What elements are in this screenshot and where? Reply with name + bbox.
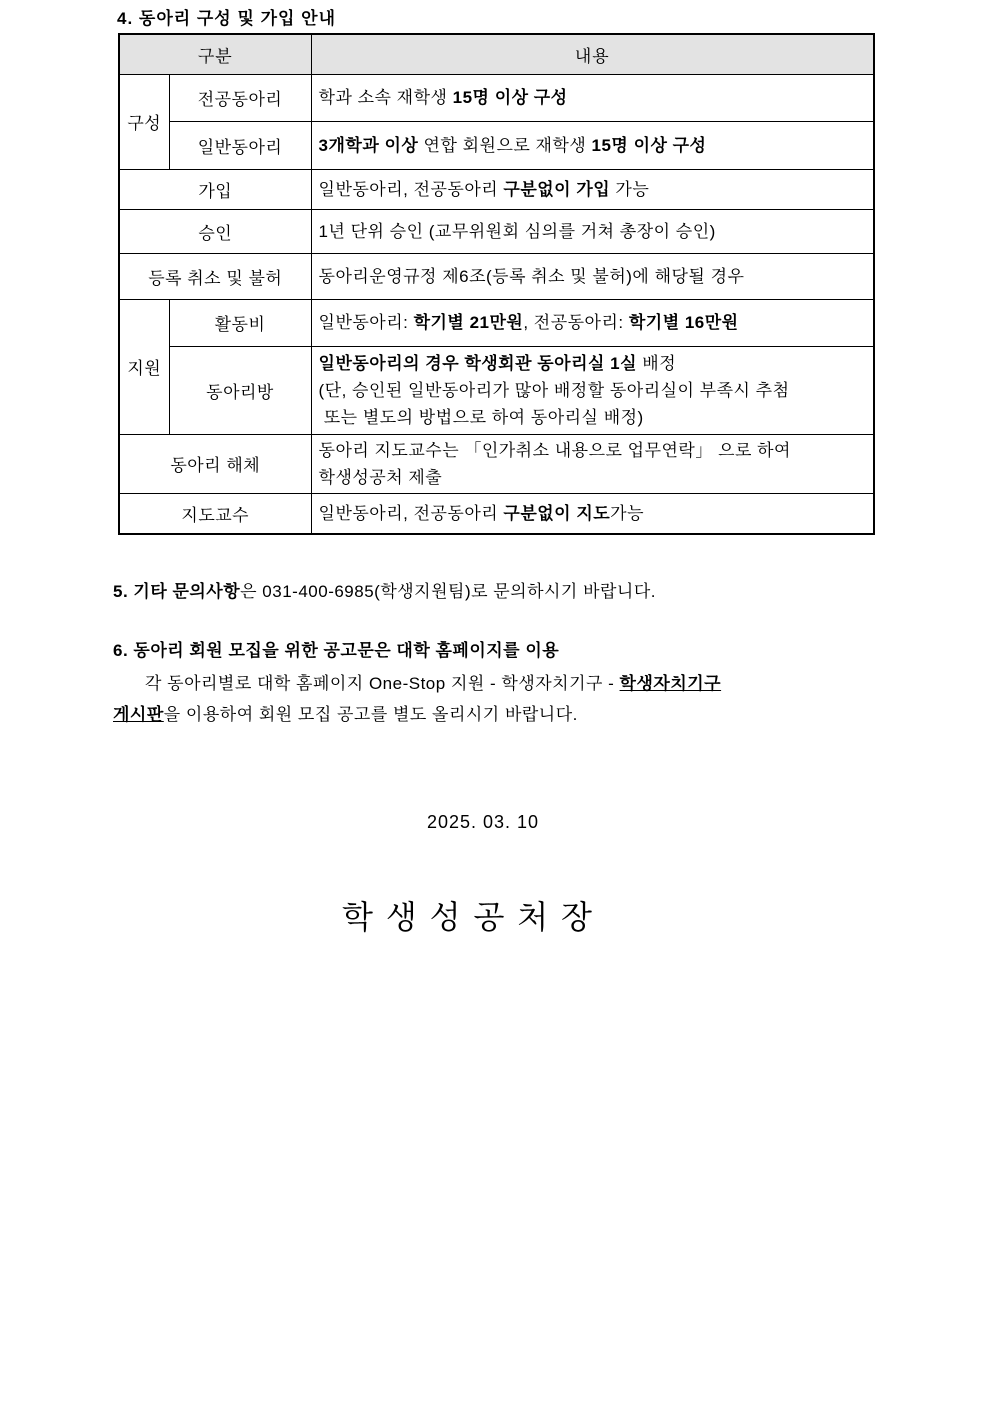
- label-cell-activity-fee: 활동비: [169, 299, 311, 346]
- label-cell-major-club: 전공동아리: [169, 74, 311, 121]
- content-cell-cancellation: 동아리운영규정 제6조(등록 취소 및 불허)에 해당될 경우: [311, 253, 874, 299]
- label-cell-dissolution: 동아리 해체: [119, 434, 311, 493]
- table-row-cancellation: [119, 253, 874, 299]
- table-header-category: 구분: [119, 34, 311, 74]
- group-cell-composition: 구성: [119, 74, 169, 169]
- table-row-club-room: [119, 346, 874, 434]
- table-header-row: [119, 34, 874, 74]
- group-cell-support: 지원: [119, 299, 169, 434]
- section6-body-line1: 각 동아리별로 대학 홈페이지 One-Stop 지원 - 학생자치기구 - 학생자치기구: [145, 674, 722, 693]
- table-header-content: 내용: [311, 34, 874, 74]
- content-cell-dissolution: 동아리 지도교수는 「인가취소 내용으로 업무연락」 으로 하여 학생성공처 제출: [311, 434, 874, 493]
- table-row-advisor: [119, 493, 874, 534]
- section5-text: 5. 기타 문의사항은 031-400-6985(학생지원팀)로 문의하시기 바랍니다.: [113, 582, 656, 601]
- document-date: 2025. 03. 10: [426, 812, 540, 832]
- content-cell-club-room: 일반동아리의 경우 학생회관 동아리실 1실 배정 (단, 승인된 일반동아리가 많아 배정할 동아리실이 부족시 추첨 또는 별도의 방법으로 하여 동아리실 배정): [311, 346, 874, 434]
- label-cell-approval: 승인: [119, 209, 311, 253]
- label-cell-club-room: 동아리방: [169, 346, 311, 434]
- content-cell-approval: 1년 단위 승인 (교무위원회 심의를 거쳐 총장이 승인): [311, 209, 874, 253]
- club-guide-table: [118, 33, 875, 535]
- content-cell-advisor: 일반동아리, 전공동아리 구분없이 지도가능: [311, 493, 874, 534]
- signature-title: 학 생 성 공 처 장: [342, 899, 594, 935]
- table-row-activity-fee: [119, 299, 874, 346]
- label-cell-advisor: 지도교수: [119, 493, 311, 534]
- table-row-general-club: [119, 121, 874, 169]
- section6-body-line2: 게시판을 이용하여 회원 모집 공고를 별도 올리시기 바랍니다.: [113, 705, 578, 724]
- label-cell-cancellation: 등록 취소 및 불허: [119, 253, 311, 299]
- section6-heading: 6. 동아리 회원 모집을 위한 공고문은 대학 홈페이지를 이용: [113, 641, 560, 660]
- label-cell-general-club: 일반동아리: [169, 121, 311, 169]
- table-row-join: [119, 169, 874, 209]
- table-row-dissolution: [119, 434, 874, 493]
- table-row-major-club: [119, 74, 874, 121]
- content-cell-activity-fee: 일반동아리: 학기별 21만원, 전공동아리: 학기별 16만원: [311, 299, 874, 346]
- table-row-approval: [119, 209, 874, 253]
- content-cell-join: 일반동아리, 전공동아리 구분없이 가입 가능: [311, 169, 874, 209]
- label-cell-join: 가입: [119, 169, 311, 209]
- content-cell-general-club: 3개학과 이상 연합 회원으로 재학생 15명 이상 구성: [311, 121, 874, 169]
- content-cell-major-club: 학과 소속 재학생 15명 이상 구성: [311, 74, 874, 121]
- section4-title: 4. 동아리 구성 및 가입 안내: [117, 9, 337, 28]
